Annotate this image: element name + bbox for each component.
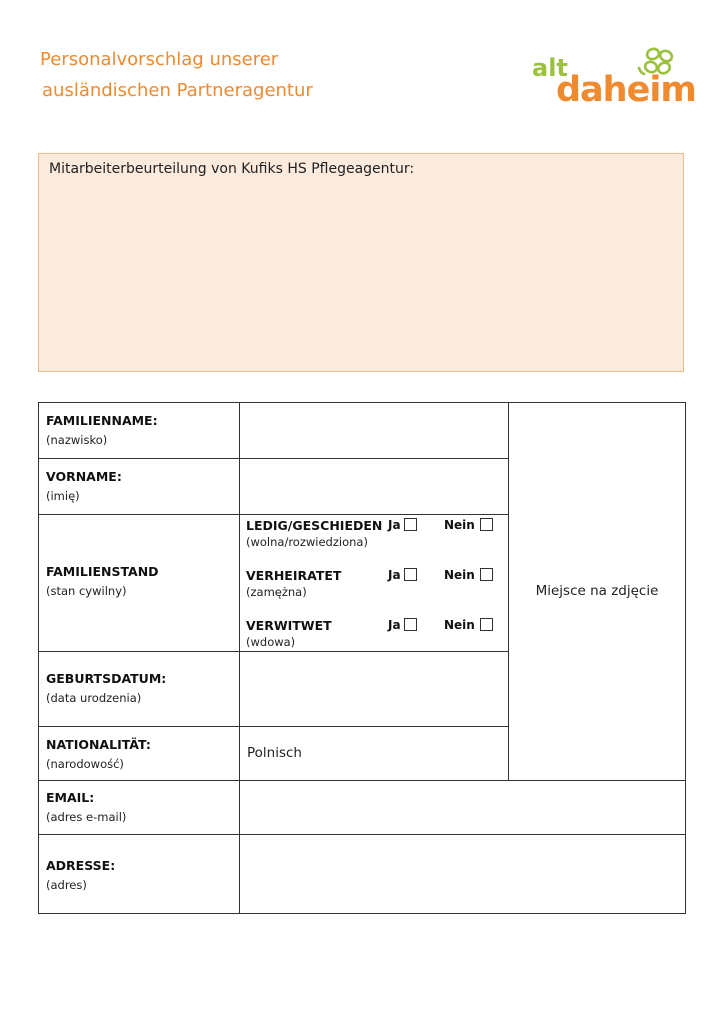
vorname-label: VORNAME: — [46, 469, 122, 484]
nationalitaet-label-cell — [38, 726, 240, 781]
familienname-field[interactable] — [239, 402, 509, 459]
familienstand-options-cell — [239, 514, 509, 652]
flower-icon — [634, 46, 692, 82]
option-verheiratet-nein-checkbox[interactable] — [480, 568, 493, 581]
nationalitaet-label: NATIONALITÄT: — [46, 737, 151, 752]
vorname-field[interactable] — [239, 458, 509, 515]
option-verheiratet-ja-label: Ja — [388, 568, 401, 582]
nationalitaet-field[interactable] — [239, 726, 509, 781]
option-verheiratet — [246, 568, 504, 599]
adresse-field[interactable] — [239, 834, 686, 914]
option-verheiratet-ja-checkbox[interactable] — [404, 568, 417, 581]
option-ledig-label: LEDIG/GESCHIEDEN — [246, 518, 383, 533]
title-line-1: Personalvorschlag unserer — [40, 49, 279, 70]
option-ledig-nein-label: Nein — [444, 518, 475, 532]
email-label-cell — [38, 780, 240, 835]
familienname-label: FAMILIENNAME: — [46, 413, 158, 428]
option-verheiratet-label: VERHEIRATET — [246, 568, 342, 583]
logo-word-alt: alt — [532, 54, 568, 82]
option-ledig-nein-checkbox[interactable] — [480, 518, 493, 531]
title-line-2: ausländischen Partneragentur — [42, 80, 313, 101]
option-verwitwet — [246, 618, 504, 649]
logo-word-daheim: daheim — [556, 70, 696, 110]
geburtsdatum-label: GEBURTSDATUM: — [46, 671, 167, 686]
option-verwitwet-ja-label: Ja — [388, 618, 401, 632]
email-field[interactable] — [239, 780, 686, 835]
option-ledig-ja-label: Ja — [388, 518, 401, 532]
option-verwitwet-ja-checkbox[interactable] — [404, 618, 417, 631]
company-logo — [530, 46, 696, 110]
email-sublabel: (adres e-mail) — [46, 810, 127, 824]
option-ledig-geschieden — [246, 518, 504, 549]
nationalitaet-value: Polnisch — [247, 745, 302, 761]
personal-data-form — [38, 402, 686, 914]
familienname-sublabel: (nazwisko) — [46, 433, 108, 447]
document-title — [40, 44, 460, 106]
nationalitaet-sublabel: (narodowość) — [46, 757, 124, 771]
photo-placeholder[interactable] — [508, 402, 686, 781]
vorname-sublabel: (imię) — [46, 489, 80, 503]
option-verwitwet-nein-checkbox[interactable] — [480, 618, 493, 631]
adresse-label: ADRESSE: — [46, 858, 116, 873]
vorname-label-cell — [38, 458, 240, 515]
option-verheiratet-sublabel: (zamężna) — [246, 585, 307, 599]
option-verwitwet-label: VERWITWET — [246, 618, 332, 633]
option-verwitwet-sublabel: (wdowa) — [246, 635, 296, 649]
geburtsdatum-sublabel: (data urodzenia) — [46, 691, 142, 705]
option-ledig-sublabel: (wolna/rozwiedziona) — [246, 535, 368, 549]
assessment-label: Mitarbeiterbeurteilung von Kufiks HS Pflegeagentur: — [49, 161, 415, 177]
option-verwitwet-nein-label: Nein — [444, 618, 475, 632]
option-verheiratet-nein-label: Nein — [444, 568, 475, 582]
geburtsdatum-label-cell — [38, 651, 240, 727]
familienstand-label: FAMILIENSTAND — [46, 564, 159, 579]
familienstand-label-cell — [38, 514, 240, 652]
assessment-box — [38, 153, 684, 372]
adresse-sublabel: (adres) — [46, 878, 87, 892]
familienstand-sublabel: (stan cywilny) — [46, 584, 127, 598]
adresse-label-cell — [38, 834, 240, 914]
geburtsdatum-field[interactable] — [239, 651, 509, 727]
photo-placeholder-text: Miejsce na zdjęcie — [535, 583, 659, 599]
option-ledig-ja-checkbox[interactable] — [404, 518, 417, 531]
email-label: EMAIL: — [46, 790, 95, 805]
familienname-label-cell — [38, 402, 240, 459]
